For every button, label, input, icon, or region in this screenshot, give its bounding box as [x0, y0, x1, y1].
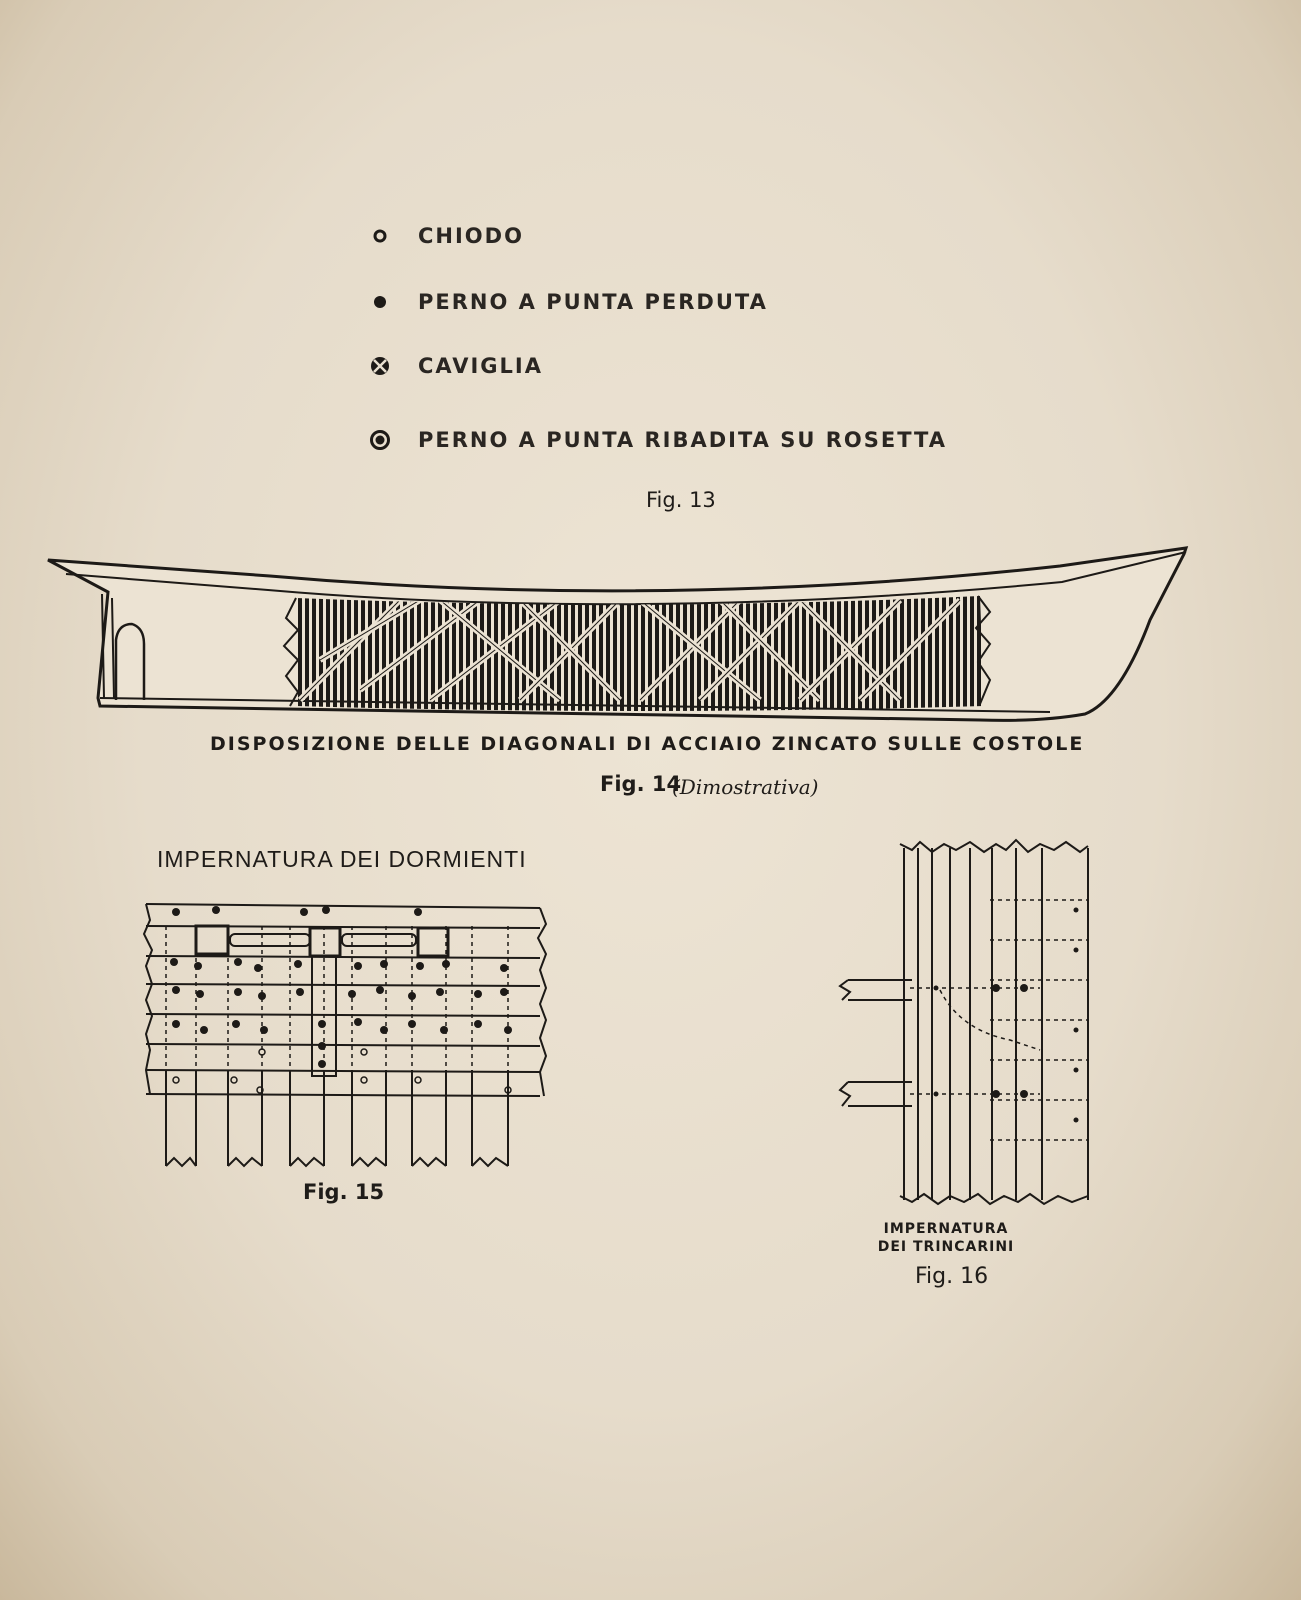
fig15-caption: Fig. 15	[303, 1180, 385, 1204]
fig14-note: (Dimostrativa)	[672, 775, 819, 799]
legend-label: PERNO A PUNTA PERDUTA	[418, 290, 768, 314]
fig13-caption: Fig. 13	[646, 488, 716, 512]
fig16-title	[866, 1220, 1026, 1256]
hull-drawing	[48, 548, 1186, 720]
fig14-title: DISPOSIZIONE DELLE DIAGONALI DI ACCIAIO ZINCATO SULLE COSTOLE	[210, 733, 1085, 755]
legend-label: CHIODO	[418, 224, 524, 248]
legend-label: CAVIGLIA	[418, 354, 543, 378]
fig16-drawing	[840, 840, 1088, 1204]
fig16-caption: Fig. 16	[915, 1264, 989, 1289]
fig16-title-line1: IMPERNATURA	[883, 1221, 1009, 1237]
fig15-title: IMPERNATURA DEI DORMIENTI	[157, 846, 527, 872]
legend-label: PERNO A PUNTA RIBADITA SU ROSETTA	[418, 428, 947, 452]
fig16-title-line2: DEI TRINCARINI	[877, 1239, 1015, 1255]
fig15-drawing	[144, 904, 546, 1166]
fig14-caption: Fig. 14	[600, 772, 682, 796]
